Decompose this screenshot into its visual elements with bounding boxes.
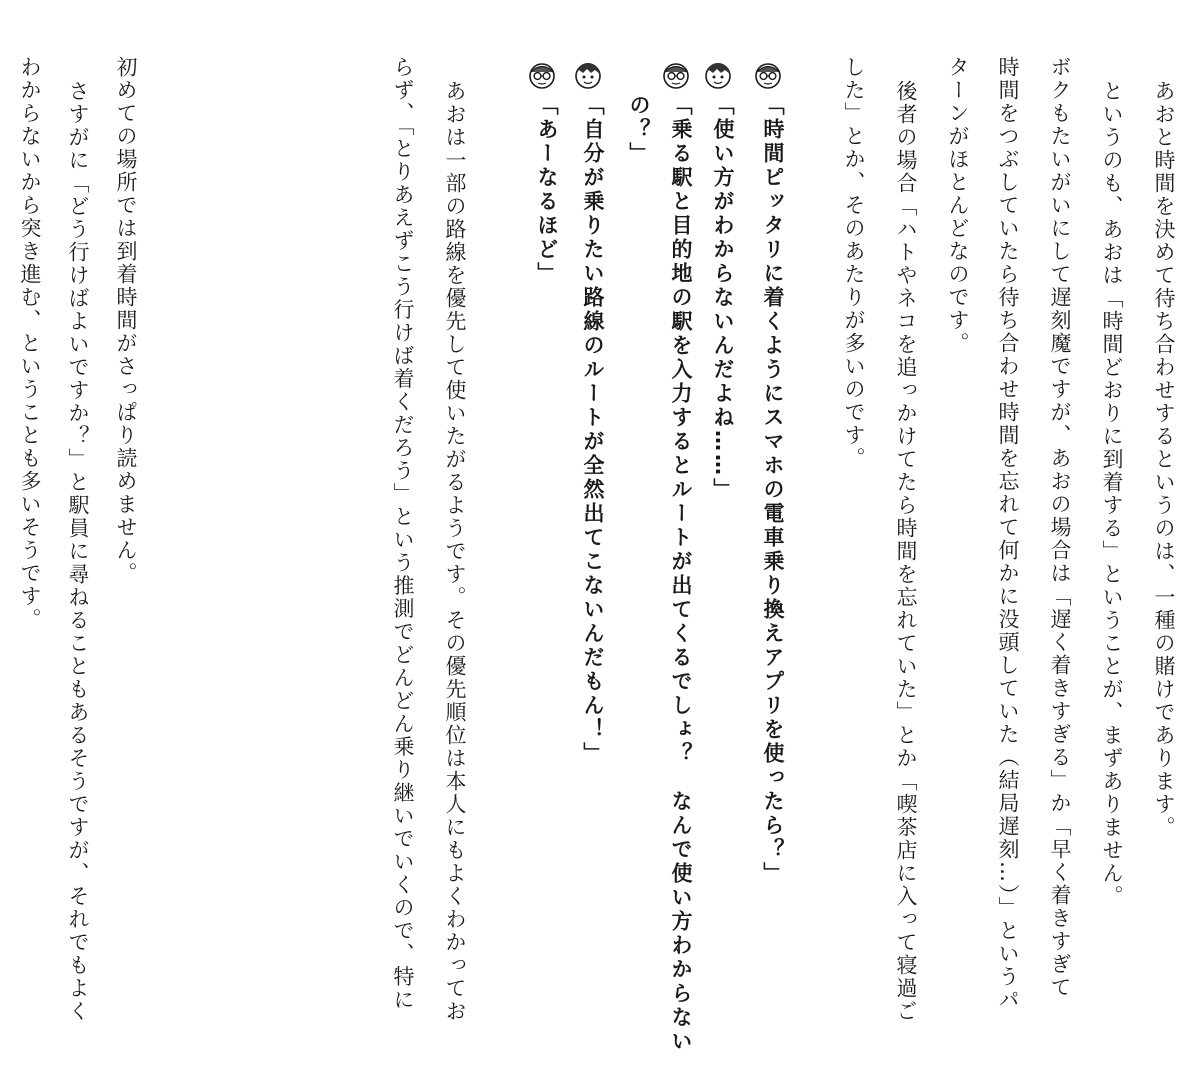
dialogue-line-4: 「自分が乗りたい路線のルートが全然出てこないんだもん！」 (581, 94, 605, 766)
glasses-face-icon (527, 60, 557, 90)
paragraph-4-line-2: さすがに「どう行けばよいですか？」と駅員に尋ねることもあるそうですが、それでもよく (66, 80, 90, 1023)
dialogue-line-5: 「あーなるほど」 (535, 94, 559, 286)
dialogue-line-2: 「使い方がわからないんだよね……」 (711, 94, 735, 502)
dialogue-line-3a: 「乗る駅と目的地の駅を入力するとルートが出てくるでしょ？ なんで使い方わからない (669, 94, 693, 1054)
paragraph-3-line-1: あおは一部の路線を優先して使いたがるようです。その優先順位は本人にもよくわかってお (443, 80, 467, 1023)
glasses-face-icon (753, 60, 783, 90)
paragraph-1-line-2: というのも、あおは「時間どおりに到着する」ということが、まずありません。 (1100, 80, 1124, 908)
paragraph-4-line-1: 初めての場所では到着時間がさっぱり読めません。 (114, 56, 138, 585)
paragraph-1-line-5: ターンがほとんどなのです。 (946, 56, 970, 355)
paragraph-2-line-1: 後者の場合「ハトやネコを追っかけてたら時間を忘れていた」とか「喫茶店に入って寝過ご (894, 80, 918, 1023)
paragraph-3-line-2: らず、「とりあえずこう行けば着くだろう」という推測でどんどん乗り継いでいくので、特に (391, 56, 415, 1012)
paragraph-1-line-1: あおと時間を決めて待ち合わせするというのは、一種の賭けであります。 (1152, 80, 1176, 839)
boy-face-icon (573, 60, 603, 90)
paragraph-4-line-3: わからないから突き進む、ということも多いそうです。 (18, 56, 42, 631)
paragraph-2-line-2: した」とか、そのあたりが多いのです。 (842, 56, 866, 470)
dialogue-line-3b: の？」 (627, 94, 651, 166)
glasses-face-icon (661, 60, 691, 90)
dialogue-line-1: 「時間ピッタリに着くようにスマホの電車乗り換えアプリを使ったら？」 (761, 94, 785, 886)
paragraph-1-line-4: 時間をつぶしていたら待ち合わせ時間を忘れて何かに没頭していた（結局遅刻…）」というパ (996, 56, 1020, 1012)
paragraph-1-line-3: ボクもたいがいにして遅刻魔ですが、あおの場合は「遅く着きすぎる」か「早く着きすぎて (1048, 56, 1072, 999)
boy-face-icon (703, 60, 733, 90)
